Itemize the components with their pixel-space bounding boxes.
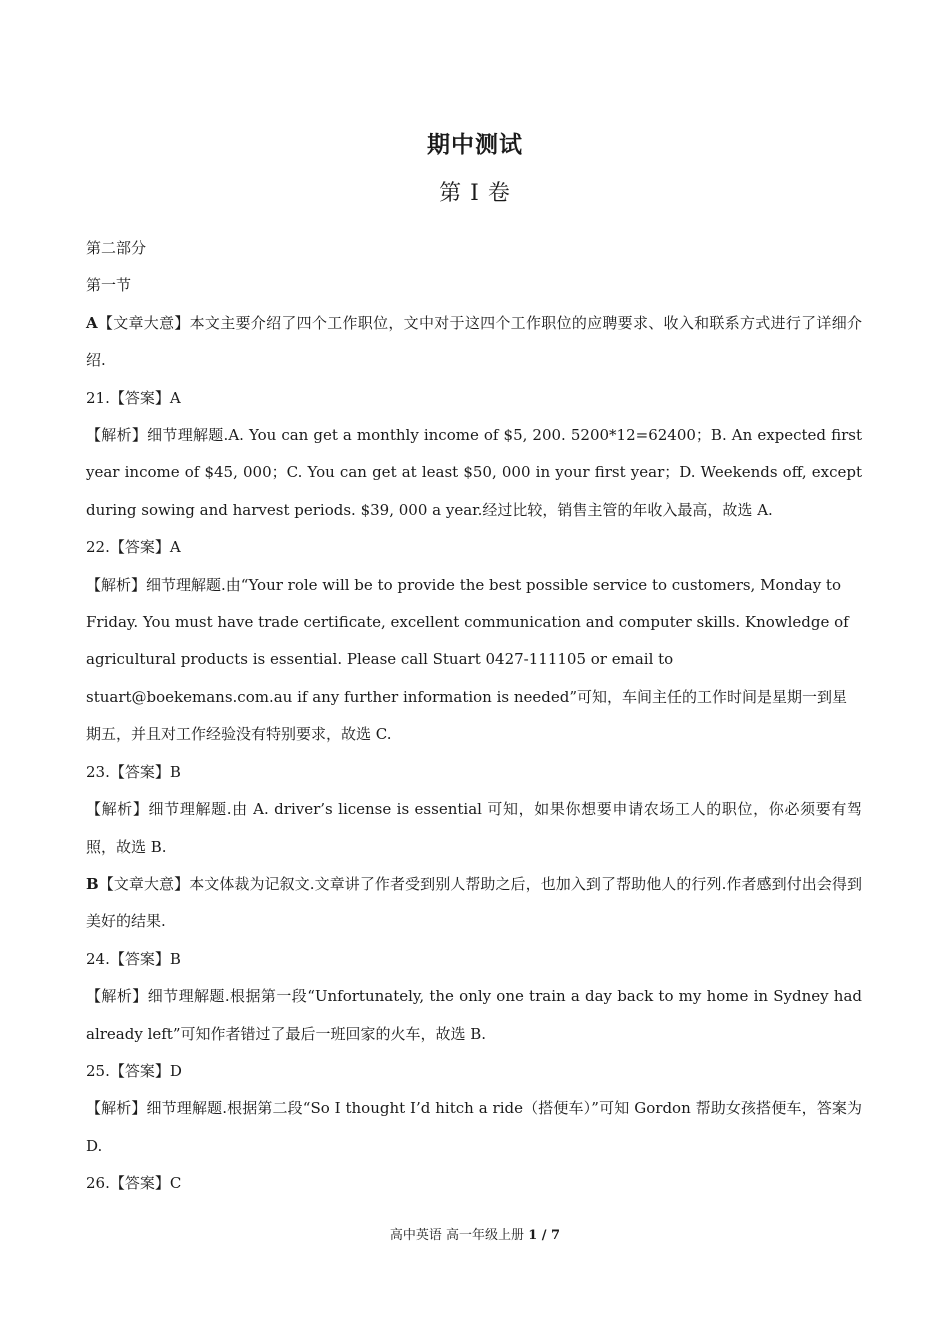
- q25-answer: 25.【答案】D: [86, 1061, 182, 1080]
- passage-a-label: A: [86, 313, 98, 332]
- q23-analysis: 【解析】细节理解题.由 A. driver’s license is essential 可知，如果你想要申请农场工人的职位，你必须要有驾照，故选 B.: [86, 800, 862, 856]
- page-title: 期中测试: [427, 131, 523, 158]
- q21-answer: 21.【答案】A: [86, 388, 181, 407]
- page-footer: [0, 1224, 950, 1243]
- footer-text: 高中英语 高一年级上册: [389, 1228, 525, 1243]
- q24-answer: 24.【答案】B: [86, 949, 181, 968]
- q23-answer: 23.【答案】B: [86, 762, 181, 781]
- passage-b-label: B: [86, 874, 99, 893]
- section-sub: 第一节: [86, 276, 132, 295]
- page-number: 1 / 7: [528, 1228, 561, 1243]
- q25-analysis: 【解析】细节理解题.根据第二段“So I thought I’d hitch a ride（搭便车）”可知 Gordon 帮助女孩搭便车，答案为 D.: [86, 1099, 862, 1155]
- section-part: 第二部分: [86, 239, 147, 257]
- content-body: [86, 230, 862, 1203]
- passage-b-summary: [86, 866, 862, 941]
- passage-a-summary-text: 【文章大意】本文主要介绍了四个工作职位，文中对于这四个工作职位的应聘要求、收入和联系方式进行了详细介绍.: [86, 313, 862, 370]
- q26-answer: 26.【答案】C: [86, 1174, 182, 1193]
- q22-analysis: 【解析】细节理解题.由“Your role will be to provide the best possible service to customers, Monday to Friday. You must have trade certificate, excellent communication and computer skills. Knowledge of agricultural products is essential. Please call Stuart 0427-111105 or email to stuart@boekemans.com.au if any further information is needed”可知，车间主任的工作时间是星期一到星期五，并且对工作经验没有特别要求，故选 C.: [86, 575, 849, 744]
- q22-answer: 22.【答案】A: [86, 538, 181, 557]
- passage-b-summary-text: 【文章大意】本文体裁为记叙文.文章讲了作者受到别人帮助之后，也加入到了帮助他人的行列.作者感到付出会得到美好的结果.: [86, 874, 862, 931]
- passage-a-summary: [86, 305, 862, 380]
- q21-analysis: 【解析】细节理解题.A. You can get a monthly income of $5, 200. 5200*12=62400；B. An expected first year income of $45, 000；C. You can get at least $50, 000 in your first year；D. Weekends off, except during sowing and harvest periods. $39, 000 a year.经过比较，销售主管的年收入最高，故选 A.: [86, 426, 862, 519]
- page-subtitle: 第 I 卷: [439, 181, 511, 206]
- q24-analysis: 【解析】细节理解题.根据第一段“Unfortunately, the only one train a day back to my home in Sydney had already left”可知作者错过了最后一班回家的火车，故选 B.: [86, 987, 862, 1043]
